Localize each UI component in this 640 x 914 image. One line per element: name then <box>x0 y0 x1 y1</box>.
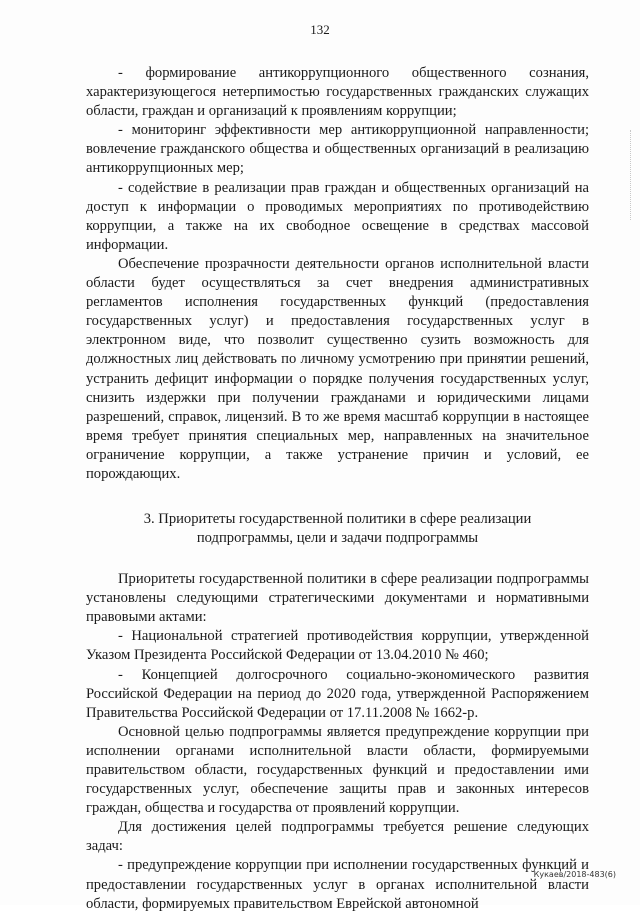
section-heading-line: 3. Приоритеты государственной политики в сфере реализации <box>143 511 532 528</box>
document-body <box>86 64 589 914</box>
body-paragraph: Для достижения целей подпрограммы требуется решение следующих задач: <box>86 819 589 855</box>
bullet-paragraph: - формирование антикоррупционного общественного сознания, характеризующегося нетерпимостью государственных гражданских служащих области, граждан и организаций к проявлениям коррупции; <box>86 65 589 120</box>
scan-margin-artifact <box>630 130 632 220</box>
bullet-paragraph: - Национальной стратегией противодействия коррупции, утвержденной Указом Президента Российской Федерации от 13.04.2010 № 460; <box>86 628 589 664</box>
body-paragraph: Обеспечение прозрачности деятельности органов исполнительной власти области будет осуществляться за счет внедрения административных регламентов исполнения государственных функций (предоставления государственных услуг) и предоставления государственных услуг в электронном виде, что позволит существенно сузить возможность для должностных лиц действовать по личному усмотрению при принятии решений, устранить дефицит информации о порядке получения государственных услуг, снизить издержки при получении гражданами и юридическими лицами разрешений, справок, лицензий. В то же время масштаб коррупции в настоящее время требует принятия специальных мер, направленных на значительное ограничение коррупции, а также устранение причин и условий, ее порождающих. <box>86 255 589 482</box>
section-heading-line: подпрограммы, цели и задачи подпрограммы <box>196 530 479 547</box>
bullet-paragraph: - содействие в реализации прав граждан и общественных организаций на доступ к информации о проводимых мероприятиях по противодействию коррупции, а также на их свободное освещение в средствах массовой информации. <box>86 179 589 253</box>
body-paragraph: Приоритеты государственной политики в сфере реализации подпрограммы установлены следующими стратегическими документами и нормативными правовыми актами: <box>86 571 589 626</box>
page-number: 132 <box>310 22 330 37</box>
bullet-paragraph: - предупреждение коррупции при исполнении государственных функций и предоставлении государственных услуг в органах исполнительной власти области, формируемых правительством Еврейской автономной <box>86 857 589 912</box>
section-heading <box>86 510 589 548</box>
bullet-paragraph: - Концепцией долгосрочного социально-экономического развития Российской Федерации на период до 2020 года, утвержденной Распоряжением Правительства Российской Федерации от 17.11.2008 № 1662-р. <box>86 666 589 721</box>
body-paragraph: Основной целью подпрограммы является предупреждение коррупции при исполнении органами исполнительной власти области, формируемыми правительством области, государственных функций и предоставлении ими государственных услуг, обеспечение защиты прав и законных интересов граждан, общества и государства от проявлений коррупции. <box>86 723 589 817</box>
footer-document-code: Кукаев/2018-483(6) <box>533 870 616 879</box>
bullet-paragraph: - мониторинг эффективности мер антикоррупционной направленности; вовлечение гражданского общества и общественных организаций в реализацию антикоррупционных мер; <box>86 122 589 177</box>
